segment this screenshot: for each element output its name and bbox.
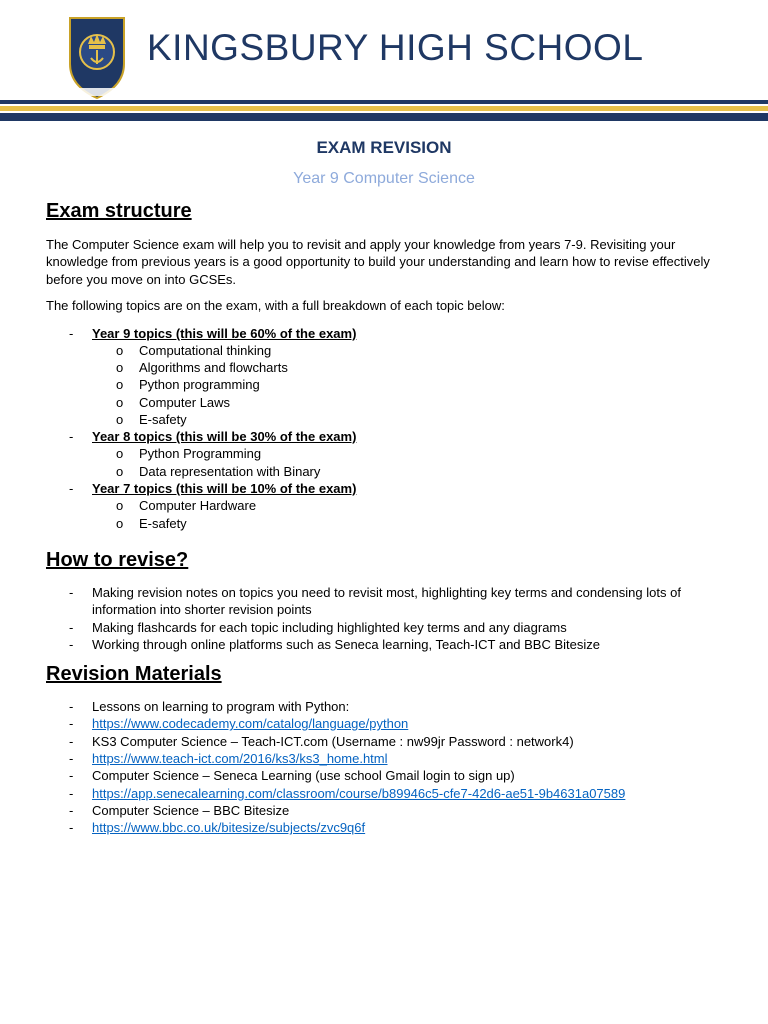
topic-group-label: Year 9 topics (this will be 60% of the exam) (92, 326, 357, 341)
dash-bullet: - (69, 637, 74, 652)
revise-tip-text: Making revision notes on topics you need to revisit most, highlighting key terms and condensing lots of information into shorter revision points (92, 585, 681, 618)
topic-item-label: Python programming (139, 377, 260, 392)
sub-bullet: o (116, 395, 124, 410)
topic-item-label: Python Programming (139, 446, 262, 461)
topic-item-label: Data representation with Binary (139, 464, 321, 479)
dash-bullet: - (69, 820, 74, 835)
material-text: Lessons on learning to program with Python: (92, 699, 350, 714)
dash-bullet: - (69, 429, 74, 444)
dash-bullet: - (69, 699, 74, 714)
material-text: KS3 Computer Science – Teach-ICT.com (Username : nw99jr Password : network4) (92, 734, 574, 749)
topic-item-label: Computer Laws (139, 395, 231, 410)
section-heading-how-to-revise: How to revise? (46, 549, 189, 571)
sub-bullet: o (116, 446, 124, 461)
topics-intro-paragraph: The following topics are on the exam, with a full breakdown of each topic below: (46, 298, 505, 313)
page-header (0, 0, 768, 122)
topic-item-label: Computer Hardware (139, 498, 257, 513)
bbc-bitesize-link[interactable]: https://www.bbc.co.uk/bitesize/subjects/zvc9q6f (92, 820, 366, 835)
dash-bullet: - (69, 716, 74, 731)
sub-bullet: o (116, 516, 124, 531)
sub-bullet: o (116, 360, 124, 375)
dash-bullet: - (69, 620, 74, 635)
dash-bullet: - (69, 585, 74, 600)
dash-bullet: - (69, 326, 74, 341)
codecademy-python-link[interactable]: https://www.codecademy.com/catalog/language/python (92, 716, 409, 731)
dash-bullet: - (69, 751, 74, 766)
dash-bullet: - (69, 786, 74, 801)
material-text: Computer Science – Seneca Learning (use school Gmail login to sign up) (92, 768, 515, 783)
dash-bullet: - (69, 734, 74, 749)
revise-tip-text: Making flashcards for each topic including highlighted key terms and any diagrams (92, 620, 567, 635)
school-crest-logo (66, 14, 128, 100)
revise-tip-text: Working through online platforms such as Seneca learning, Teach-ICT and BBC Bitesize (92, 637, 600, 652)
sub-bullet: o (116, 412, 124, 427)
page-title: EXAM REVISION (316, 138, 452, 157)
section-heading-exam-structure: Exam structure (46, 200, 192, 222)
topic-group-label: Year 8 topics (this will be 30% of the exam) (92, 429, 357, 444)
sub-bullet: o (116, 498, 124, 513)
topic-item-label: Algorithms and flowcharts (139, 360, 288, 375)
sub-bullet: o (116, 343, 124, 358)
material-text: Computer Science – BBC Bitesize (92, 803, 290, 818)
exam-structure-paragraph: The Computer Science exam will help you to revisit and apply your knowledge from years 7-9. Revisiting your knowledge from previous years is a good opportunity to build your understanding and learn how to revise effectively before you move on into GCSEs. (46, 237, 710, 287)
sub-bullet: o (116, 464, 124, 479)
topic-item-label: E-safety (139, 412, 187, 427)
dash-bullet: - (69, 803, 74, 818)
dash-bullet: - (69, 768, 74, 783)
topic-item-label: Computational thinking (139, 343, 272, 358)
topic-group-label: Year 7 topics (this will be 10% of the exam) (92, 481, 357, 496)
seneca-learning-link[interactable]: https://app.senecalearning.com/classroom/course/b89946c5-cfe7-42d6-ae51-9b4631a07589 (92, 786, 626, 801)
header-stripes (0, 100, 768, 121)
section-heading-revision-materials: Revision Materials (46, 663, 222, 685)
sub-bullet: o (116, 377, 124, 392)
school-name: KINGSBURY HIGH SCHOOL (147, 27, 644, 68)
page-subtitle: Year 9 Computer Science (293, 170, 475, 187)
topic-item-label: E-safety (139, 516, 187, 531)
teach-ict-link[interactable]: https://www.teach-ict.com/2016/ks3/ks3_home.html (92, 751, 388, 766)
dash-bullet: - (69, 481, 74, 496)
